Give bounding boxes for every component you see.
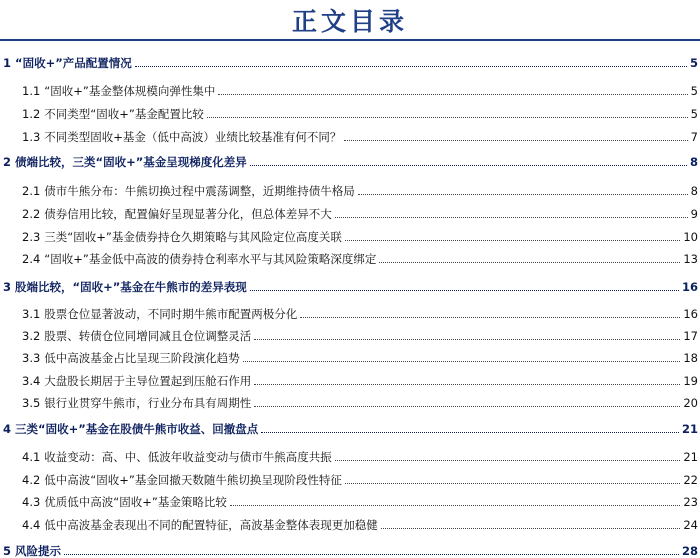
toc-entry-text: 低中高波基金占比呈现三阶段演化趋势 — [44, 351, 240, 365]
dot-leader — [345, 482, 681, 484]
toc-page-number: 8 — [689, 155, 698, 169]
toc-section-entry[interactable] — [0, 325, 700, 343]
toc-entry-label — [0, 155, 247, 169]
dot-leader — [381, 527, 681, 529]
toc-entry-number: 3.3 — [22, 351, 41, 365]
toc-entry-text: 银行业贯穿牛熊市，行业分布具有周期性 — [44, 396, 252, 410]
toc-entry-text: 债市牛熊分布：牛熊切换过程中震荡调整，近期维持债牛格局 — [44, 184, 355, 198]
toc-page-number: 9 — [690, 207, 698, 221]
toc-page-number: 13 — [683, 252, 698, 266]
dot-leader — [250, 164, 687, 166]
dot-leader — [254, 338, 680, 340]
dot-leader — [135, 65, 687, 67]
toc-entry-text: 低中高波“固收+”基金回撤天数随牛熊切换呈现阶段性特征 — [44, 473, 342, 487]
toc-entry-number: 2.2 — [22, 207, 41, 221]
toc-entry-number: 4.4 — [22, 518, 41, 532]
toc-chapter-entry[interactable] — [0, 540, 700, 558]
toc-entry-text: 债端比较，三类“固收+”基金呈现梯度化差异 — [15, 155, 247, 169]
toc-entry-label — [0, 450, 332, 464]
toc-entry-number: 2.4 — [22, 252, 41, 266]
toc-entry-label — [0, 230, 342, 244]
toc-section-entry[interactable] — [0, 248, 700, 266]
toc-entry-number: 4 — [3, 422, 12, 436]
toc-chapter-entry[interactable] — [0, 276, 700, 294]
toc-entry-text: 优质低中高波“固收+”基金策略比较 — [44, 495, 227, 509]
toc-entry-text: “固收+”基金整体规模向弹性集中 — [44, 84, 216, 98]
toc-entry-number: 3.2 — [22, 329, 41, 343]
toc-page-number: 16 — [683, 307, 698, 321]
toc-page-number: 21 — [683, 450, 698, 464]
toc-entry-text: “固收+”基金低中高波的债券持仓利率水平与其风险策略深度绑定 — [44, 252, 377, 266]
dot-leader — [64, 553, 679, 555]
toc-section-entry[interactable] — [0, 491, 700, 509]
toc-entry-text: 债券信用比较，配置偏好呈现显著分化，但总体差异不大 — [44, 207, 332, 221]
toc-entry-text: 三类“固收+”基金债券持仓久期策略与其风险定位高度关联 — [44, 230, 342, 244]
dot-leader — [300, 316, 680, 318]
toc-page-number: 5 — [690, 107, 698, 121]
toc-entry-label — [0, 56, 132, 70]
dot-leader — [254, 405, 680, 407]
toc-page-number: 7 — [690, 130, 698, 144]
toc-page-number: 19 — [683, 374, 698, 388]
title-divider — [0, 39, 700, 41]
dot-leader — [250, 289, 679, 291]
dot-leader — [344, 139, 687, 141]
toc-entry-number: 5 — [3, 544, 12, 558]
dot-leader — [243, 360, 681, 362]
toc-page-number: 28 — [681, 544, 698, 558]
toc-entry-number: 4.3 — [22, 495, 41, 509]
toc-page-number: 5 — [689, 56, 698, 70]
toc-entry-label — [0, 351, 240, 365]
dot-leader — [207, 116, 688, 118]
toc-section-entry[interactable] — [0, 392, 700, 410]
toc-entry-number: 2.1 — [22, 184, 41, 198]
toc-section-entry[interactable] — [0, 514, 700, 532]
toc-entry-text: 不同类型固收+基金（低中高波）业绩比较基准有何不同？ — [44, 130, 342, 144]
toc-entry-text: 风险提示 — [15, 544, 62, 558]
toc-entry-number: 3.5 — [22, 396, 41, 410]
dot-leader — [218, 93, 687, 95]
toc-page-number: 24 — [683, 518, 698, 532]
dot-leader — [261, 431, 679, 433]
toc-entry-text: 收益变动：高、中、低波年收益变动与债市牛熊高度共振 — [44, 450, 332, 464]
toc-entry-number: 1.1 — [22, 84, 41, 98]
toc-entry-label — [0, 518, 378, 532]
toc-section-entry[interactable] — [0, 180, 700, 198]
toc-entry-number: 1.2 — [22, 107, 41, 121]
toc-entry-number: 3.1 — [22, 307, 41, 321]
toc-section-entry[interactable] — [0, 446, 700, 464]
toc-entry-text: 股票、转债仓位同增同减且仓位调整灵活 — [44, 329, 252, 343]
toc-entry-label — [0, 280, 247, 294]
toc-chapter-entry[interactable] — [0, 151, 700, 169]
toc-entry-number: 2 — [3, 155, 12, 169]
toc-entry-number: 2.3 — [22, 230, 41, 244]
toc-entry-label — [0, 396, 251, 410]
dot-leader — [254, 383, 680, 385]
dot-leader — [335, 459, 681, 461]
page-title: 正文目录 — [291, 7, 408, 36]
toc-entry-text: 大盘股长期居于主导位置起到压舱石作用 — [44, 374, 252, 388]
toc-entry-label — [0, 307, 297, 321]
toc-section-entry[interactable] — [0, 80, 700, 98]
toc-page-number: 10 — [683, 230, 698, 244]
toc-entry-number: 3.4 — [22, 374, 41, 388]
toc-entry-text: 股端比较，“固收+”基金在牛熊市的差异表现 — [15, 280, 247, 294]
toc-section-entry[interactable] — [0, 347, 700, 365]
dot-leader — [379, 261, 680, 263]
toc-entry-text: 股票仓位显著波动，不同时期牛熊市配置两极分化 — [44, 307, 298, 321]
toc-section-entry[interactable] — [0, 126, 700, 144]
toc-page-number: 21 — [681, 422, 698, 436]
toc-entry-label — [0, 107, 204, 121]
toc-chapter-entry[interactable] — [0, 418, 700, 436]
toc-entry-label — [0, 544, 61, 558]
dot-leader — [230, 504, 681, 506]
toc-entry-label — [0, 207, 332, 221]
toc-page-number: 16 — [681, 280, 698, 294]
toc-entry-label — [0, 495, 227, 509]
toc-chapter-entry[interactable] — [0, 52, 700, 70]
toc-entry-text: 不同类型“固收+”基金配置比较 — [44, 107, 204, 121]
toc-section-entry[interactable] — [0, 103, 700, 121]
toc-section-entry[interactable] — [0, 303, 700, 321]
toc-entry-number: 1.3 — [22, 130, 41, 144]
toc-section-entry[interactable] — [0, 203, 700, 221]
toc-entry-text: 三类“固收+”基金在股债牛熊市收益、回撤盘点 — [15, 422, 259, 436]
toc-entry-label — [0, 84, 215, 98]
toc-page-number: 18 — [683, 351, 698, 365]
dot-leader — [345, 239, 681, 241]
dot-leader — [358, 193, 688, 195]
toc-page-number: 8 — [690, 184, 698, 198]
toc-entry-label — [0, 130, 341, 144]
toc-page-number: 20 — [683, 396, 698, 410]
toc-page-number: 17 — [683, 329, 698, 343]
toc-entry-label — [0, 252, 376, 266]
toc-page-number: 22 — [683, 473, 698, 487]
toc-entry-label — [0, 473, 342, 487]
toc-entry-label — [0, 184, 355, 198]
toc-section-entry[interactable] — [0, 469, 700, 487]
toc-entry-number: 1 — [3, 56, 12, 70]
toc-entry-number: 4.2 — [22, 473, 41, 487]
dot-leader — [335, 216, 688, 218]
toc-section-entry[interactable] — [0, 370, 700, 388]
toc-entry-number: 3 — [3, 280, 12, 294]
toc-entry-number: 4.1 — [22, 450, 41, 464]
toc-page-number: 5 — [690, 84, 698, 98]
toc-entry-label — [0, 374, 251, 388]
toc-page-number: 23 — [683, 495, 698, 509]
toc-entry-label — [0, 329, 251, 343]
toc-entry-text: 低中高波基金表现出不同的配置特征，高波基金整体表现更加稳健 — [44, 518, 378, 532]
toc-entry-text: “固收+”产品配置情况 — [15, 56, 132, 70]
toc-section-entry[interactable] — [0, 226, 700, 244]
toc-entry-label — [0, 422, 258, 436]
